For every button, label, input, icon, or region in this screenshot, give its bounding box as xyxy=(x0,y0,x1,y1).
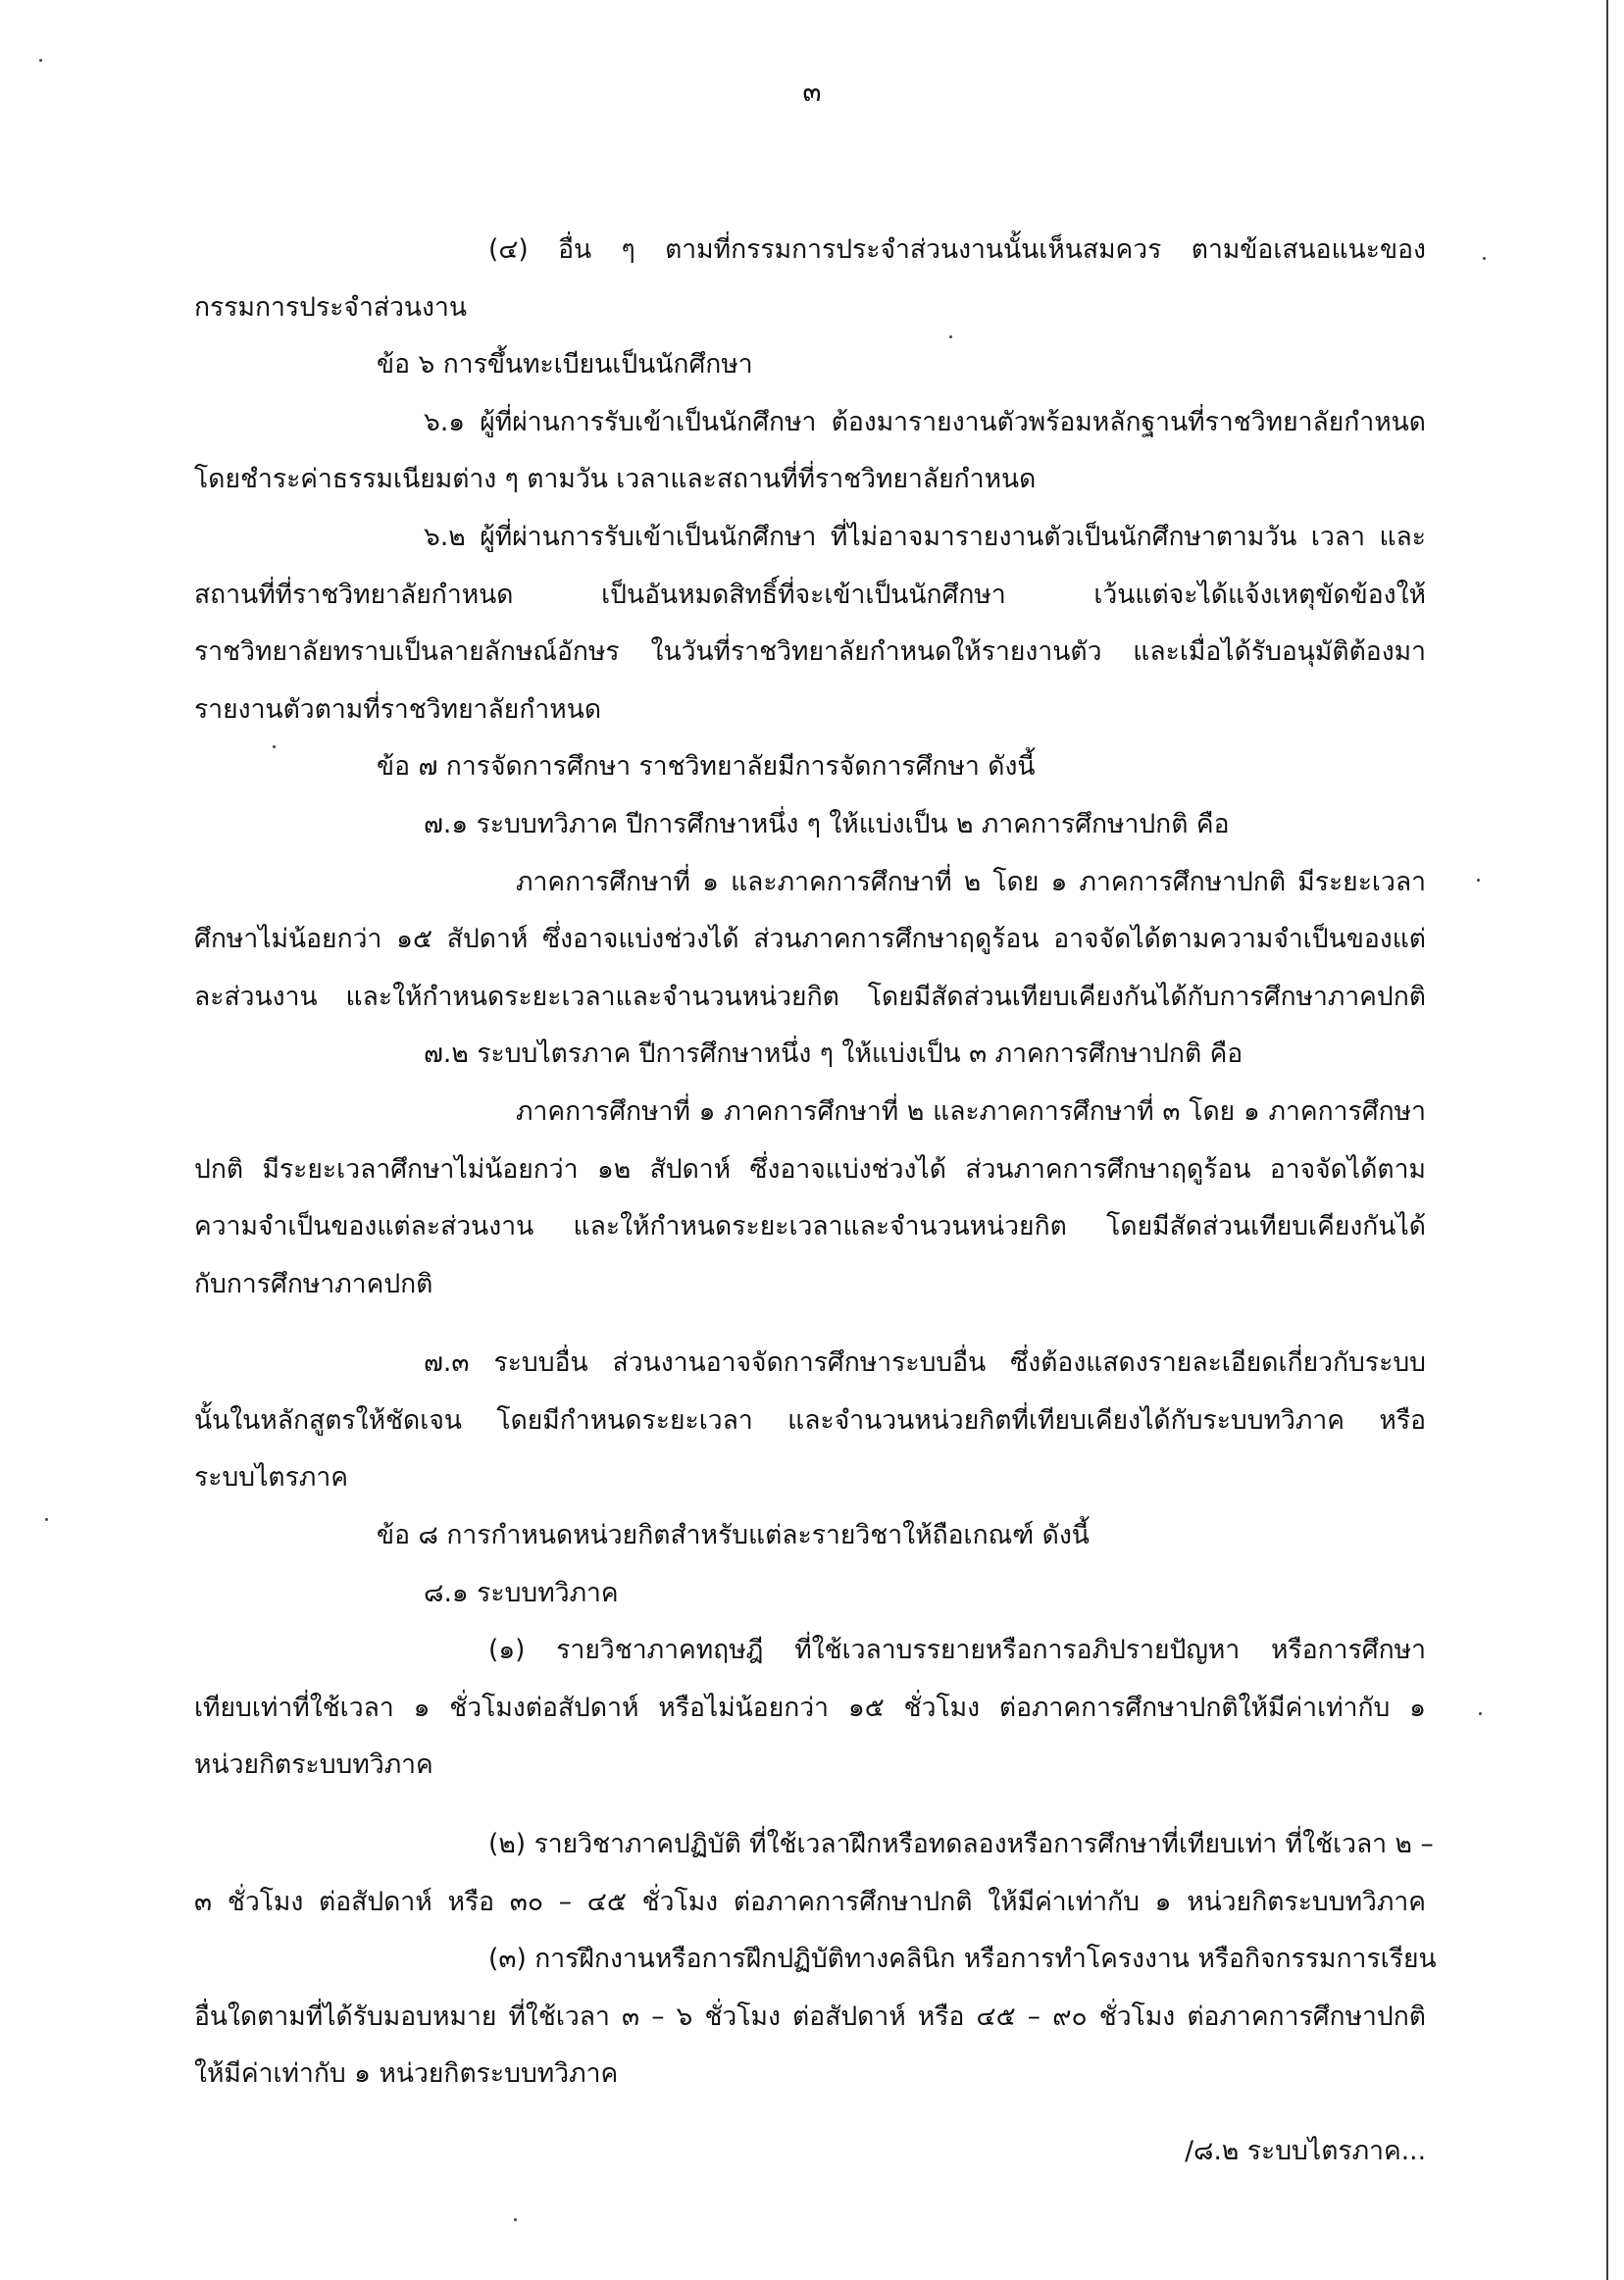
paragraph-8-1-item-2 xyxy=(194,1816,1434,1931)
paragraph-7-2 xyxy=(194,1026,1426,1084)
text-line: นั้นในหลักสูตรให้ชัดเจน โดยมีกำหนดระยะเวลา และจำนวนหน่วยกิตที่เทียบเคียงได้กับระบบทวิภาค หรือ xyxy=(194,1404,1426,1436)
text-line: ระบบไตรภาค xyxy=(194,1462,348,1494)
paragraph-6-1 xyxy=(194,394,1426,509)
page-number: ๓ xyxy=(802,76,822,108)
text-line: ความจำเป็นของแต่ละส่วนงาน และให้กำหนดระยะเวลาและจำนวนหน่วยกิต โดยมีสัดส่วนเทียบเคียงกันได้ xyxy=(194,1211,1426,1242)
scan-speck xyxy=(1477,879,1480,882)
paragraph-spacer xyxy=(194,1313,1426,1335)
text-line: โดยชำระค่าธรรมเนียมต่าง ๆ ตามวัน เวลาและสถานที่ที่ราชวิทยาลัยกำหนด xyxy=(194,464,1037,495)
text-line: สถานที่ที่ราชวิทยาลัยกำหนด เป็นอันหมดสิทธิ์ที่จะเข้าเป็นนักศึกษา เว้นแต่จะได้แจ้งเหตุขัดข้องให้ xyxy=(194,579,1426,610)
text-line: ศึกษาไม่น้อยกว่า ๑๕ สัปดาห์ ซึ่งอาจแบ่งช่วงได้ ส่วนภาคการศึกษาฤดูร้อน อาจจัดได้ตามความจำเป็นของแต่ xyxy=(194,924,1426,955)
scan-speck xyxy=(514,2218,517,2221)
heading-8-1 xyxy=(194,1565,1426,1623)
text-line: กรรมการประจำส่วนงาน xyxy=(194,291,467,323)
text-line: กับการศึกษาภาคปกติ xyxy=(194,1268,433,1299)
text-line: ให้มีค่าเท่ากับ ๑ หน่วยกิตระบบทวิภาค xyxy=(194,2058,619,2090)
paragraph-7-1 xyxy=(194,796,1426,854)
text-line: ปกติ มีระยะเวลาศึกษาไม่น้อยกว่า ๑๒ สัปดาห์ ซึ่งอาจแบ่งช่วงได้ ส่วนภาคการศึกษาฤดูร้อน อาจจัดได้ตาม xyxy=(194,1153,1426,1185)
text-line: ๗.๓ ระบบอื่น ส่วนงานอาจจัดการศึกษาระบบอื่น ซึ่งต้องแสดงรายละเอียดเกี่ยวกับระบบ xyxy=(424,1347,1426,1379)
paragraph-7-1-detail xyxy=(194,854,1426,1027)
paragraph-8-1-item-1 xyxy=(194,1622,1426,1795)
text-line: ๖.๑ ผู้ที่ผ่านการรับเข้าเป็นนักศึกษา ต้องมารายงานตัวพร้อมหลักฐานที่ราชวิทยาลัยกำหนด xyxy=(424,406,1426,437)
paragraph-7-2-detail xyxy=(194,1084,1426,1313)
scan-speck xyxy=(1479,1712,1482,1715)
scan-speck xyxy=(39,59,42,62)
heading-clause-6 xyxy=(194,336,1426,394)
text-line: (๒) รายวิชาภาคปฏิบัติ ที่ใช้เวลาฝึกหรือทดลองหรือการศึกษาที่เทียบเท่า ที่ใช้เวลา ๒ – xyxy=(488,1829,1434,1860)
paragraph-spacer xyxy=(194,1795,1426,1816)
text-line: (๓) การฝึกงานหรือการฝึกปฏิบัติทางคลินิก หรือการทำโครงงาน หรือกิจกรรมการเรียน xyxy=(488,1944,1437,1975)
scan-speck xyxy=(45,1518,48,1521)
page-right-rule xyxy=(1606,0,1608,2280)
text-line: ภาคการศึกษาที่ ๑ ภาคการศึกษาที่ ๒ และภาคการศึกษาที่ ๓ โดย ๑ ภาคการศึกษา xyxy=(516,1095,1426,1127)
text-line: ละส่วนงาน และให้กำหนดระยะเวลาและจำนวนหน่วยกิต โดยมีสัดส่วนเทียบเคียงกันได้กับการศึกษาภาคปกติ xyxy=(194,981,1426,1012)
scan-speck xyxy=(1483,257,1486,260)
text-line: ๗.๑ ระบบทวิภาค ปีการศึกษาหนึ่ง ๆ ให้แบ่งเป็น ๒ ภาคการศึกษาปกติ คือ xyxy=(424,808,1230,839)
heading-clause-8 xyxy=(194,1507,1426,1565)
paragraph-6-2 xyxy=(194,509,1426,738)
text-line: ๓ ชั่วโมง ต่อสัปดาห์ หรือ ๓๐ – ๔๕ ชั่วโมง ต่อภาคการศึกษาปกติ ให้มีค่าเท่ากับ ๑ หน่วยกิตระบบทวิภาค xyxy=(194,1886,1426,1917)
text-line: (๔) อื่น ๆ ตามที่กรรมการประจำส่วนงานนั้นเห็นสมควร ตามข้อเสนอแนะของ xyxy=(488,234,1426,265)
paragraph-other-item-4 xyxy=(194,222,1426,336)
text-line: ๘.๑ ระบบทวิภาค xyxy=(424,1577,619,1608)
paragraph-8-1-item-3 xyxy=(194,1931,1437,2103)
continuation-note: /๘.๒ ระบบไตรภาค... xyxy=(1185,2136,1426,2166)
text-line: ๗.๒ ระบบไตรภาค ปีการศึกษาหนึ่ง ๆ ให้แบ่งเป็น ๓ ภาคการศึกษาปกติ คือ xyxy=(424,1039,1243,1070)
text-line: ข้อ ๘ การกำหนดหน่วยกิตสำหรับแต่ละรายวิชาให้ถือเกณฑ์ ดังนี้ xyxy=(377,1520,1090,1551)
text-line: รายงานตัวตามที่ราชวิทยาลัยกำหนด xyxy=(194,693,602,725)
text-line: ราชวิทยาลัยทราบเป็นลายลักษณ์อักษร ในวันที่ราชวิทยาลัยกำหนดให้รายงานตัว และเมื่อได้รับอนุมัติต้องมา xyxy=(194,636,1426,668)
text-line: ข้อ ๗ การจัดการศึกษา ราชวิทยาลัยมีการจัดการศึกษา ดังนี้ xyxy=(377,751,1036,783)
heading-clause-7 xyxy=(194,738,1426,796)
text-line: เทียบเท่าที่ใช้เวลา ๑ ชั่วโมงต่อสัปดาห์ หรือไม่น้อยกว่า ๑๕ ชั่วโมง ต่อภาคการศึกษาปกติให้มีค่าเท่ากับ ๑ xyxy=(194,1692,1426,1723)
text-line: ข้อ ๖ การขึ้นทะเบียนเป็นนักศึกษา xyxy=(377,349,753,380)
document-body xyxy=(194,222,1437,2103)
text-line: ๖.๒ ผู้ที่ผ่านการรับเข้าเป็นนักศึกษา ที่ไม่อาจมารายงานตัวเป็นนักศึกษาตามวัน เวลา และ xyxy=(424,521,1426,552)
text-line: อื่นใดตามที่ได้รับมอบหมาย ที่ใช้เวลา ๓ – ๖ ชั่วโมง ต่อสัปดาห์ หรือ ๔๕ – ๙๐ ชั่วโมง ต่อภาคการศึกษาปกติ xyxy=(194,2001,1426,2032)
text-line: หน่วยกิตระบบทวิภาค xyxy=(194,1749,433,1781)
text-line: ภาคการศึกษาที่ ๑ และภาคการศึกษาที่ ๒ โดย ๑ ภาคการศึกษาปกติ มีระยะเวลา xyxy=(516,866,1426,897)
text-line: (๑) รายวิชาภาคทฤษฎี ที่ใช้เวลาบรรยายหรือการอภิปรายปัญหา หรือการศึกษา xyxy=(488,1635,1426,1666)
paragraph-7-3 xyxy=(194,1335,1426,1507)
